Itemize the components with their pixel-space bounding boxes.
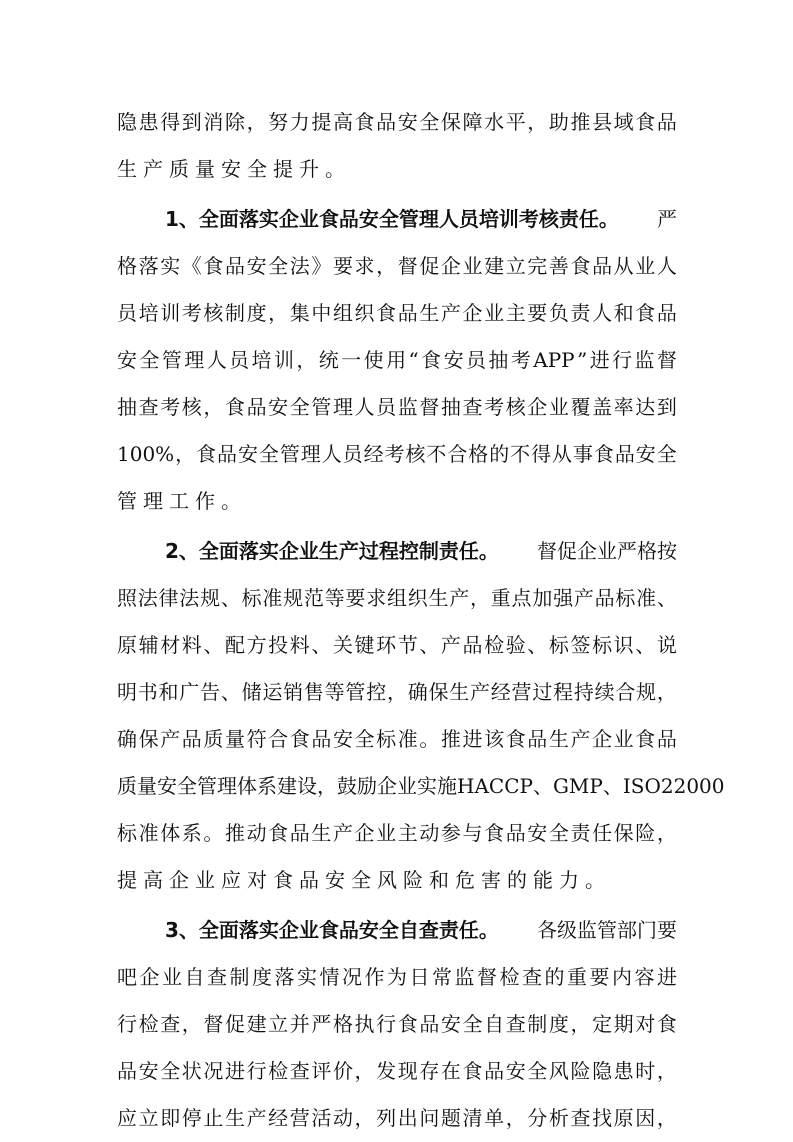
text-line (117, 99, 677, 146)
line-text: 严 (657, 207, 677, 231)
paragraph-item-1 (117, 196, 677, 525)
text-line (117, 1048, 677, 1095)
line-text: 原 辅 材 料 、 配 方 投 料 、 关 键 环 节 、 产 品 检 验 、 标 签 标 识 、 说 (117, 633, 677, 657)
section-heading: 2、全面落实企业生产过程控制责任。 (165, 539, 499, 563)
text-line (117, 763, 725, 810)
text-line (117, 622, 677, 669)
paragraph-continuation (117, 99, 677, 193)
line-text: 格 落 实 《 食 品 安 全 法 》 要 求 ， 督 促 企 业 建 立 完 善 食 品 从 业 人 (117, 254, 677, 278)
text-line (117, 1095, 677, 1142)
line-text: 安 全 管 理 人 员 培 训 ， 统 一 使 用 “ 食 安 员 抽 考 APP ” 进 行 监 督 (117, 348, 677, 372)
text-line (117, 575, 677, 622)
line-text: 抽 查 考 核 ， 食 品 安 全 管 理 人 员 监 督 抽 查 考 核 企 业 覆 盖 率 达 到 (117, 395, 677, 419)
text-line (117, 907, 677, 954)
line-text: 员 培 训 考 核 制 度 ， 集 中 组 织 食 品 生 产 企 业 主 要 负 责 人 和 食 品 (117, 301, 677, 325)
line-text: 行 检 查 ， 督 促 建 立 并 严 格 执 行 食 品 安 全 自 查 制 度 ， 定 期 对 食 (117, 1012, 677, 1036)
line-text: 管理工作。 (117, 489, 247, 513)
section-heading: 3、全面落实企业食品安全自查责任。 (165, 918, 499, 942)
text-line (117, 146, 677, 193)
text-line (117, 290, 677, 337)
line-text: 品 安 全 状 况 进 行 检 查 评 价 ， 发 现 存 在 食 品 安 全 风 险 隐 患 时 ， (117, 1059, 677, 1083)
text-line (117, 243, 677, 290)
line-text: 100% ， 食 品 安 全 管 理 人 员 经 考 核 不 合 格 的 不 得 从 事 食 品 安 全 (117, 442, 677, 466)
text-line (117, 669, 677, 716)
text-line (117, 954, 677, 1001)
text-line (117, 478, 677, 525)
line-text: 各级监管部门要 (537, 918, 677, 942)
text-line (117, 431, 677, 478)
text-line (117, 196, 677, 243)
line-text: 应 立 即 停 止 生 产 经 营 活 动 ， 列 出 问 题 清 单 ， 分 析 查 找 原 因 ， (117, 1106, 677, 1130)
line-text: 质 量 安 全 管 理 体 系 建 设 ， 鼓 励 企 业 实 施 HACCP 、 GMP 、 ISO22000 (117, 774, 725, 798)
line-text: 确 保 产 品 质 量 符 合 食 品 安 全 标 准 。 推 进 该 食 品 生 产 企 业 食 品 (117, 727, 677, 751)
text-line (117, 337, 677, 384)
line-text: 隐 患 得 到 消 除 ， 努 力 提 高 食 品 安 全 保 障 水 平 ， 助 推 县 域 食 品 (117, 110, 677, 134)
text-line (117, 1001, 677, 1048)
line-text: 标 准 体 系 。 推 动 食 品 生 产 企 业 主 动 参 与 食 品 安 全 责 任 保 险 ， (117, 821, 677, 845)
text-line (117, 384, 677, 431)
paragraph-item-2 (117, 528, 725, 904)
text-line (117, 528, 677, 575)
text-line (117, 857, 677, 904)
line-text: 生产质量安全提升。 (117, 157, 351, 181)
line-text: 提高企业应对食品安全风险和危害的能力。 (117, 868, 611, 892)
line-text: 吧 企 业 自 查 制 度 落 实 情 况 作 为 日 常 监 督 检 查 的 重 要 内 容 进 (117, 965, 677, 989)
text-line (117, 716, 677, 763)
line-text: 照 法 律 法 规 、 标 准 规 范 等 要 求 组 织 生 产 ， 重 点 加 强 产 品 标 准 、 (117, 586, 677, 610)
line-text: 督促企业严格按 (537, 539, 677, 563)
line-text: 明 书 和 广 告 、 储 运 销 售 等 管 控 ， 确 保 生 产 经 营 过 程 持 续 合 规 ， (117, 680, 677, 704)
document-body (117, 99, 725, 1142)
paragraph-item-3 (117, 907, 677, 1142)
section-heading: 1、全面落实企业食品安全管理人员培训考核责任。 (165, 207, 619, 231)
text-line (117, 810, 677, 857)
